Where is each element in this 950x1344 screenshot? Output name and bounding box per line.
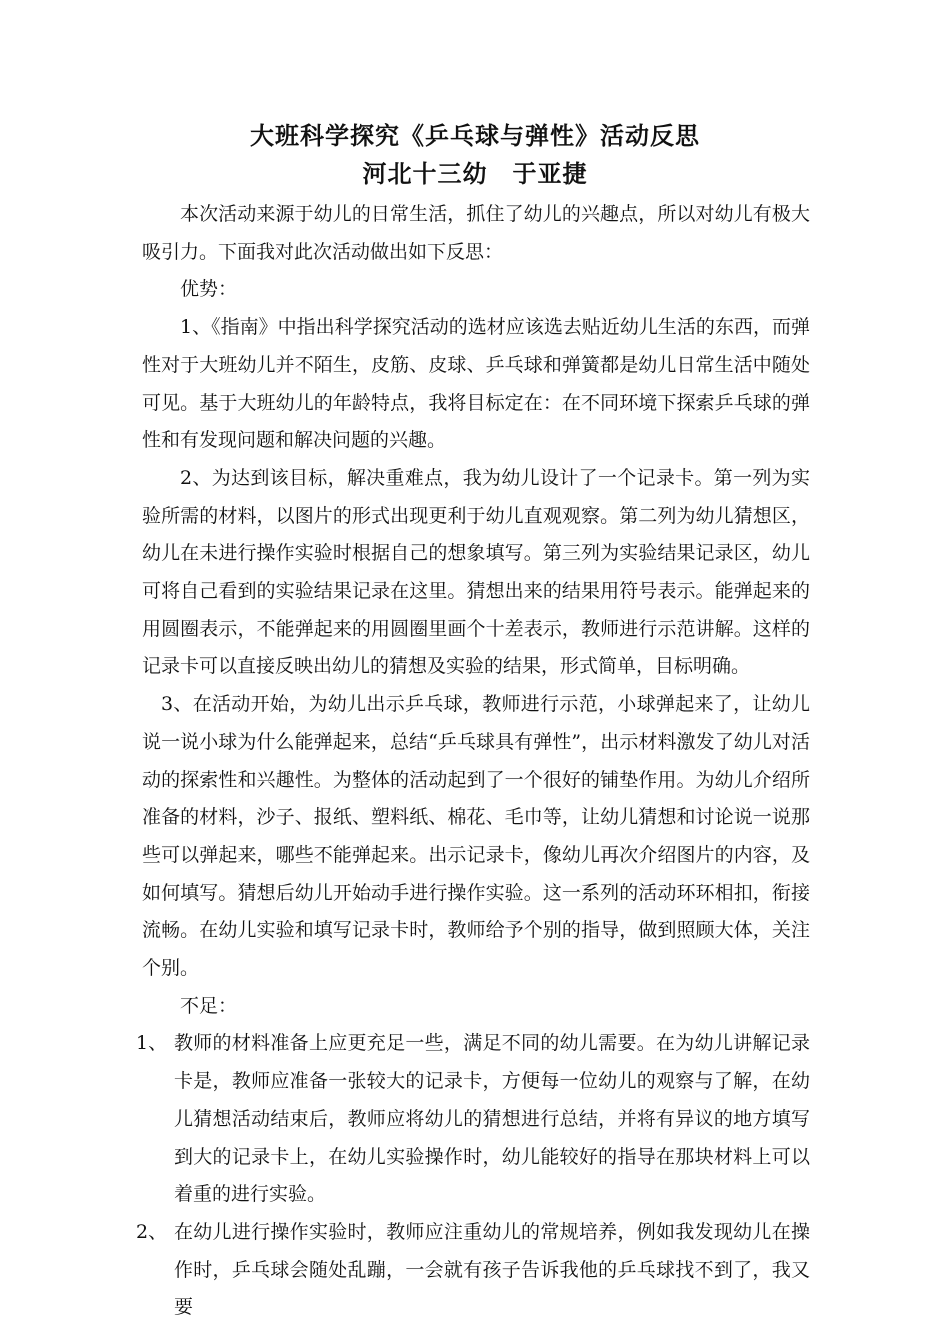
- advantage-paragraph-2: 2、为达到该目标，解决重难点，我为幼儿设计了一个记录卡。第一列为实验所需的材料，以图片的形式出现更利于幼儿直观观察。第二列为幼儿猜想区，幼儿在未进行操作实验时根据自己的想象填写。第三列为实验结果记录区，幼儿可将自己看到的实验结果记录在这里。猜想出来的结果用符号表示。能弹起来的用圆圈表示，不能弹起来的用圆圈里画个十差表示，教师进行示范讲解。这样的记录卡可以直接反映出幼儿的猜想及实验的结果，形式简单，目标明确。: [142, 466, 810, 678]
- list-item-text: 在幼儿进行操作实验时，教师应注重幼儿的常规培养，例如我发现幼儿在操作时，乒乓球会随处乱蹦，一会就有孩子告诉我他的乒乓球找不到了，我又要: [174, 1220, 810, 1319]
- author-line: 河北十三幼 于亚捷: [362, 159, 588, 188]
- list-number: 2、: [136, 1220, 168, 1243]
- shortcomings-list: [136, 1025, 810, 1327]
- list-number: 1、: [136, 1032, 168, 1055]
- shortcomings-heading: 不足：: [180, 994, 238, 1017]
- document-title: 大班科学探究《乒乓球与弹性》活动反思: [250, 121, 700, 150]
- list-item-text: 教师的材料准备上应更充足一些，满足不同的幼儿需要。在为幼儿讲解记录卡是，教师应准备一张较大的记录卡，方便每一位幼儿的观察与了解，在幼儿猜想活动结束后，教师应将幼儿的猜想进行总结，并将有异议的地方填写到大的记录卡上，在幼儿实验操作时，幼儿能较好的指导在那块材料上可以着重的进行实验。: [174, 1032, 810, 1206]
- advantage-paragraph-3: 3、在活动开始，为幼儿出示乒乓球，教师进行示范，小球弹起来了，让幼儿说一说小球为什么能弹起来，总结“乒乓球具有弹性”，出示材料激发了幼儿对活动的探索性和兴趣性。为整体的活动起到了一个很好的铺垫作用。为幼儿介绍所准备的材料，沙子、报纸、塑料纸、棉花、毛巾等，让幼儿猜想和讨论说一说那些可以弹起来，哪些不能弹起来。出示记录卡，像幼儿再次介绍图片的内容，及如何填写。猜想后幼儿开始动手进行操作实验。这一系列的活动环环相扣，衔接流畅。在幼儿实验和填写记录卡时，教师给予个别的指导，做到照顾大体，关注个别。: [142, 693, 810, 980]
- shortcoming-item-1: [136, 1025, 810, 1214]
- intro-paragraph: 本次活动来源于幼儿的日常生活，抓住了幼儿的兴趣点，所以对幼儿有极大吸引力。下面我对此次活动做出如下反思：: [142, 203, 810, 263]
- advantage-paragraph-1: 1、《指南》中指出科学探究活动的选材应该选去贴近幼儿生活的东西，而弹性对于大班幼儿并不陌生，皮筋、皮球、乒乓球和弹簧都是幼儿日常生活中随处可见。基于大班幼儿的年龄特点，我将目标定在：在不同环境下探索乒乓球的弹性和有发现问题和解决问题的兴趣。: [142, 316, 810, 452]
- advantages-heading: 优势：: [180, 278, 238, 301]
- shortcoming-item-2: [136, 1214, 810, 1327]
- document-body: [136, 196, 810, 1327]
